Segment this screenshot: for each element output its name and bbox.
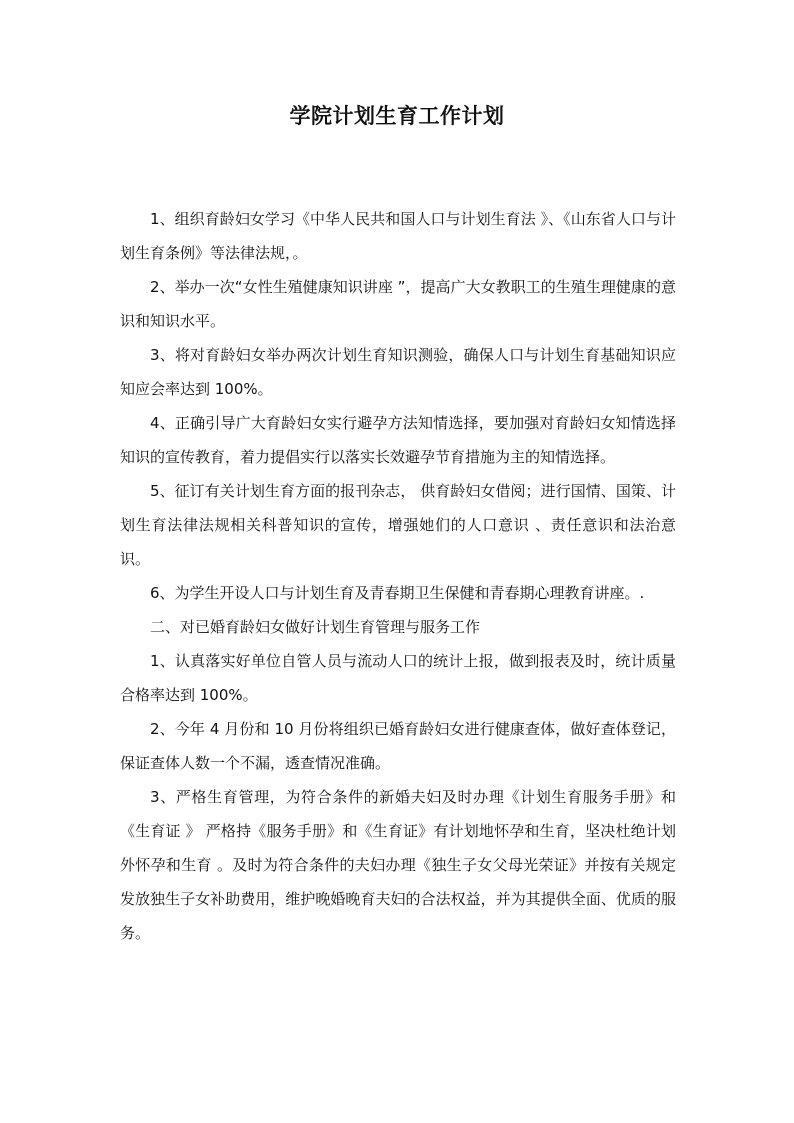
paragraph: 6、为学生开设人口与计划生育及青春期卫生保健和青春期心理教育讲座。. <box>150 584 645 602</box>
paragraph: 5、征订有关计划生育方面的报刊杂志， 供育龄妇女借阅；进行国情、国策、计划生育法律法规相关科普知识的宣传，增强她们的人口意识 、责任意识和法治意识。 <box>120 482 676 568</box>
paragraph: 1、认真落实好单位自管人员与流动人口的统计上报，做到报表及时，统计质量合格率达到 100%。 <box>120 652 676 704</box>
paragraph: 2、举办一次“女性生殖健康知识讲座 ”，提高广大女教职工的生殖生理健康的意识和知识水平。 <box>120 278 676 330</box>
section-heading: 二、对已婚育龄妇女做好计划生育管理与服务工作 <box>150 618 481 636</box>
paragraph: 4、正确引导广大育龄妇女实行避孕方法知情选择，要加强对育龄妇女知情选择知识的宣传教育，着力提倡实行以落实长效避孕节育措施为主的知情选择。 <box>120 414 676 466</box>
page-title: 学院计划生育工作计划 <box>289 103 505 128</box>
paragraph: 2、今年 4 月份和 10 月份将组织已婚育龄妇女进行健康查体，做好查体登记，保证查体人数一个不漏，透查情况准确。 <box>120 720 676 772</box>
paragraph: 3、严格生育管理，为符合条件的新婚夫妇及时办理《计划生育服务手册》和《生育证 》 严格持《服务手册》和《生育证》有计划地怀孕和生育，坚决杜绝计划外怀孕和生育 。及时为符合条件的夫妇办理《独生子女父母光荣证》并按有关规定发放独生子女补助费用，维护晚婚晚育夫妇的合法权益，并为其提供全面、优质的服务。 <box>120 788 676 942</box>
paragraph: 3、将对育龄妇女举办两次计划生育知识测验，确保人口与计划生育基础知识应知应会率达到 100%。 <box>120 346 676 398</box>
document-body <box>120 202 676 950</box>
paragraph: 1、组织育龄妇女学习《中华人民共和国人口与计划生育法 》、《山东省人口与计划生育条例》等法律法规，。 <box>120 210 676 262</box>
